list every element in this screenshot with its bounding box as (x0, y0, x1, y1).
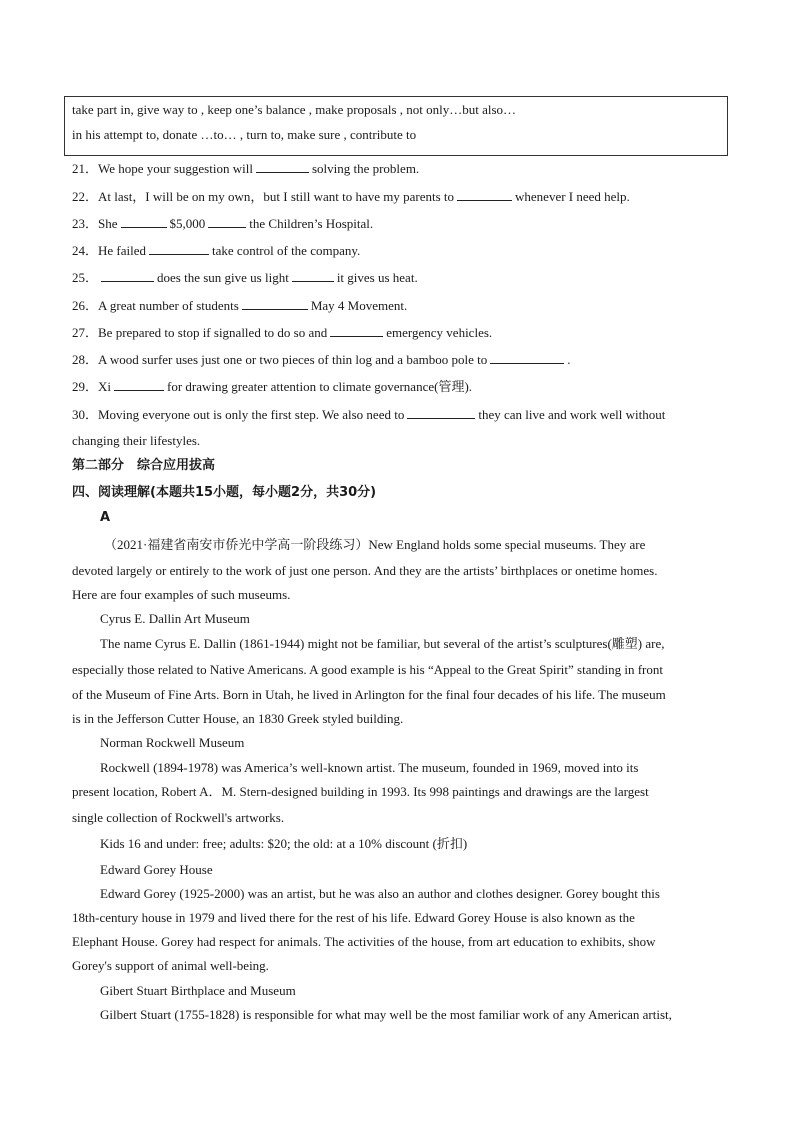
passage-line-9: present location, Robert A．M. Stern-designed building in 1993. Its 998 paintings and drawings are the largest (72, 784, 649, 799)
q25-blank-1[interactable] (101, 269, 154, 282)
part-two-heading: 第二部分 综合应用拔高 (72, 458, 216, 473)
q22-text-b: whenever I need help. (515, 189, 630, 204)
q25-text-a: 25． (72, 270, 99, 285)
q30-blank[interactable] (407, 406, 475, 419)
passage-line-13: 18th-century house in 1979 and lived there for the rest of his life. Edward Gorey House is also known as the (72, 910, 635, 925)
q22-text-a: 22．At last，I will be on my own，but I still want to have my parents to (72, 189, 455, 204)
passage-line-3: Here are four examples of such museums. (72, 587, 291, 602)
q30-text-b: they can live and work well without (478, 407, 666, 422)
question-27 (72, 324, 492, 341)
word-bank-row-2: in his attempt to, donate …to… , turn to, make sure , contribute to (72, 127, 417, 142)
word-bank-row-1: take part in, give way to , keep one’s balance , make proposals , not only…but also… (72, 102, 517, 117)
question-23 (72, 215, 373, 232)
museum-heading-4: Gibert Stuart Birthplace and Museum (100, 983, 296, 998)
q21-text-a: 21．We hope your suggestion will (72, 161, 253, 176)
passage-line-12: Edward Gorey (1925-2000) was an artist, but he was also an author and clothes designer. Gorey bought this (100, 886, 660, 901)
question-29 (72, 378, 472, 395)
q24-blank[interactable] (149, 242, 209, 255)
passage-line-14: Elephant House. Gorey had respect for animals. The activities of the house, from art education to exhibits, show (72, 934, 656, 949)
passage-line-1: （2021·福建省南安市侨光中学高一阶段练习）New England holds some special museums. They are (104, 537, 646, 552)
question-30 (72, 406, 665, 423)
q23-text-a: 23．She (72, 216, 118, 231)
q29-blank[interactable] (114, 378, 164, 391)
q28-text-b: . (567, 352, 571, 367)
q25-blank-2[interactable] (292, 269, 334, 282)
q21-text-b: solving the problem. (311, 161, 420, 176)
question-28 (72, 351, 570, 368)
q28-blank[interactable] (490, 351, 564, 364)
q29-text-b: for drawing greater attention to climate governance(管理). (167, 379, 473, 394)
word-bank-box (64, 96, 728, 156)
q21-blank[interactable] (256, 160, 309, 173)
museum-heading-3: Edward Gorey House (100, 862, 213, 877)
passage-line-10: single collection of Rockwell's artworks. (72, 810, 285, 825)
q23-blank-2[interactable] (208, 215, 246, 228)
question-21 (72, 160, 419, 177)
q24-text-a: 24．He failed (72, 243, 147, 258)
q28-text-a: 28．A wood surfer uses just one or two pieces of thin log and a bamboo pole to (72, 352, 488, 367)
q30-text-a: 30．Moving everyone out is only the first step. We also need to (72, 407, 405, 422)
question-26 (72, 297, 407, 314)
q26-text-a: 26．A great number of students (72, 298, 239, 313)
passage-line-7: is in the Jefferson Cutter House, an 1830 Greek styled building. (72, 711, 404, 726)
q27-blank[interactable] (330, 324, 383, 337)
question-25 (72, 269, 418, 286)
passage-line-5: especially those related to Native Americans. A good example is his “Appeal to the Great Spirit” standing in front (72, 662, 663, 677)
q23-text-b: $5,000 (169, 216, 206, 231)
museum-heading-2: Norman Rockwell Museum (100, 735, 245, 750)
question-24 (72, 242, 360, 259)
passage-line-15: Gorey's support of animal well-being. (72, 958, 269, 973)
museum-heading-1: Cyrus E. Dallin Art Museum (100, 611, 250, 626)
q25-text-b: does the sun give us light (157, 270, 289, 285)
q26-text-b: May 4 Movement. (310, 298, 408, 313)
reading-section-heading: 四、阅读理解(本题共15小题，每小题2分，共30分) (72, 485, 377, 500)
q22-blank[interactable] (457, 188, 512, 201)
passage-line-4: The name Cyrus E. Dallin (1861-1944) might not be familiar, but several of the artist’s sculptures(雕塑) are, (100, 636, 665, 651)
q23-text-c: the Children’s Hospital. (249, 216, 374, 231)
q23-blank-1[interactable] (121, 215, 167, 228)
q27-text-a: 27．Be prepared to stop if signalled to do so and (72, 325, 328, 340)
question-22 (72, 188, 630, 205)
passage-line-8: Rockwell (1894-1978) was America’s well-known artist. The museum, founded in 1969, moved into its (100, 760, 639, 775)
passage-line-2: devoted largely or entirely to the work of just one person. And they are the artists’ birthplaces or onetime homes. (72, 563, 658, 578)
q26-blank[interactable] (242, 297, 308, 310)
q24-text-b: take control of the company. (212, 243, 361, 258)
q27-text-b: emergency vehicles. (386, 325, 493, 340)
passage-line-16: Gilbert Stuart (1755-1828) is responsible for what may well be the most familiar work of any American artist, (100, 1007, 672, 1022)
passage-line-11: Kids 16 and under: free; adults: $20; the old: at a 10% discount (折扣) (100, 836, 468, 851)
question-30-cont: changing their lifestyles. (72, 433, 201, 448)
q25-text-c: it gives us heat. (336, 270, 418, 285)
passage-line-6: of the Museum of Fine Arts. Born in Utah, he lived in Arlington for the final four decades of his life. The museum (72, 687, 666, 702)
q29-text-a: 29．Xi (72, 379, 112, 394)
passage-letter: A (100, 510, 111, 525)
